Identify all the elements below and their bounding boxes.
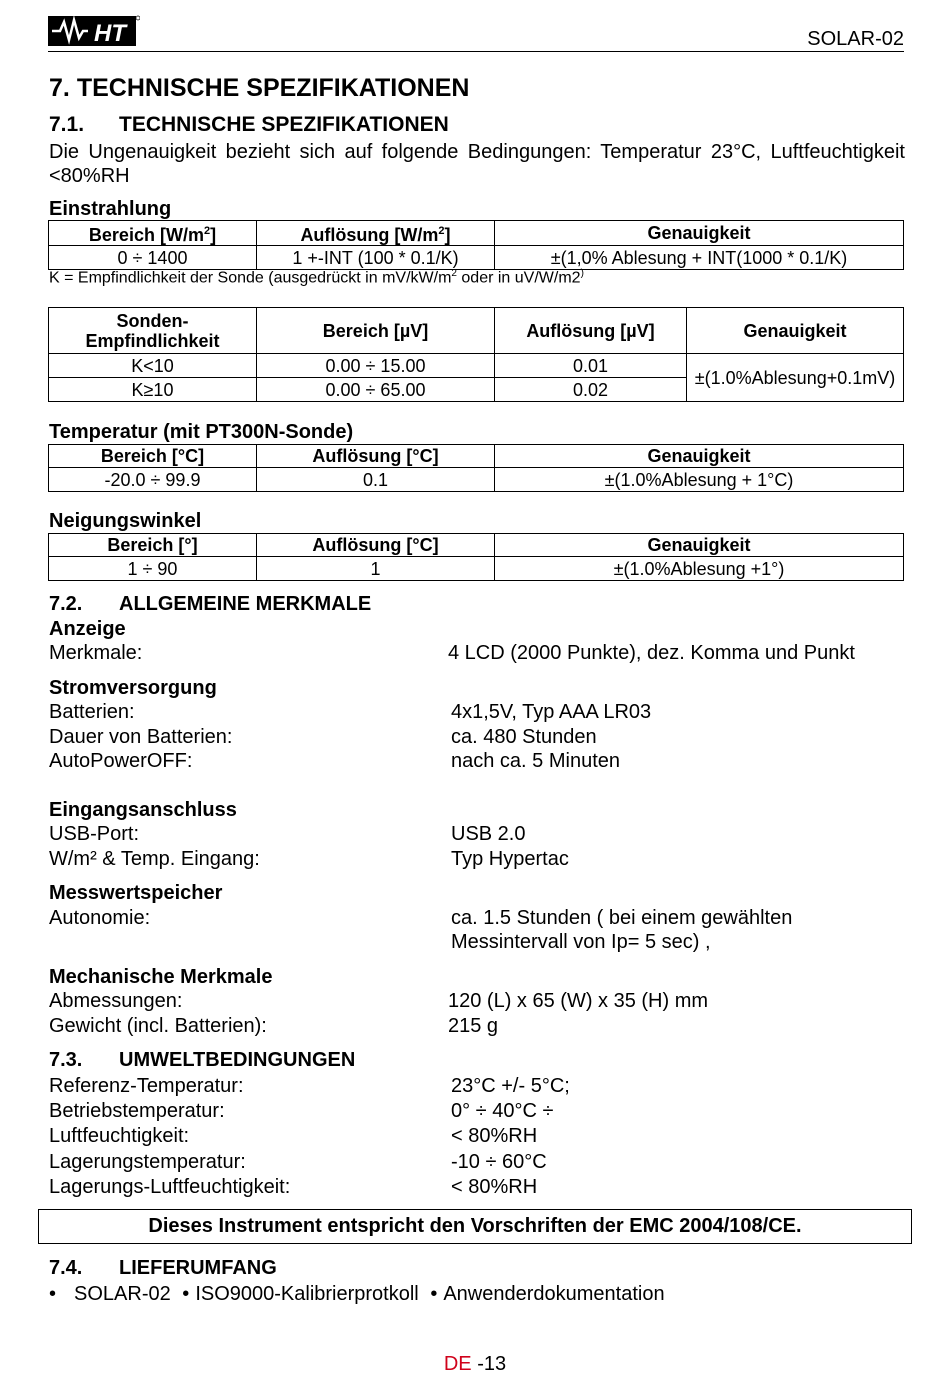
section-title: TECHNISCHE SPEZIFIKATIONEN — [76, 74, 470, 102]
delivery-contents-list — [49, 1283, 665, 1306]
spec-label: Lagerungs-Luftfeuchtigkeit: — [49, 1176, 291, 1198]
column-header: Auflösung [°C] — [257, 445, 495, 468]
irradiance-heading: Einstrahlung — [49, 198, 172, 220]
spec-value: USB 2.0 — [451, 823, 526, 845]
page-footer — [0, 1353, 950, 1376]
section-7-3-heading — [49, 1049, 355, 1072]
spec-value: 215 g — [448, 1015, 499, 1037]
spec-value: 23°C +/- 5°C; — [451, 1075, 570, 1097]
spec-value: ca. 1.5 Stunden ( bei einem gewählten — [451, 907, 793, 929]
spec-value: 0° ÷ 40°C ÷ — [451, 1100, 554, 1122]
spec-label: Luftfeuchtigkeit: — [49, 1125, 190, 1147]
table-cell: ±(1.0%Ablesung +1°) — [495, 557, 904, 581]
spec-value: < 80%RH — [451, 1125, 538, 1147]
table-cell: 0.01 — [495, 354, 687, 378]
display-heading: Anzeige — [49, 618, 126, 640]
spec-value: < 80%RH — [451, 1176, 538, 1198]
list-item: ISO9000-Kalibrierprotkoll — [195, 1283, 419, 1305]
column-header: Genauigkeit — [495, 534, 904, 557]
spec-label: Lagerungstemperatur: — [49, 1151, 246, 1173]
column-header: Genauigkeit — [495, 221, 904, 246]
emc-compliance-notice: Dieses Instrument entspricht den Vorschriften der EMC 2004/108/CE. — [38, 1209, 912, 1244]
language-code: DE — [443, 1353, 472, 1375]
probe-sensitivity-table — [48, 307, 904, 402]
spec-label: Referenz-Temperatur: — [49, 1075, 244, 1097]
spec-value: Messintervall von Ip= 5 sec) , — [451, 931, 711, 953]
column-header: Bereich [µV] — [257, 308, 495, 354]
section-number: 7. — [49, 74, 70, 102]
table-cell: ±(1.0%Ablesung+0.1mV) — [687, 354, 904, 402]
header-divider — [48, 51, 904, 52]
column-header: Genauigkeit — [687, 308, 904, 354]
tilt-angle-table — [48, 533, 904, 581]
spec-label: W/m² & Temp. Eingang: — [49, 848, 260, 870]
column-header: Bereich [°] — [49, 534, 257, 557]
spec-value: ca. 480 Stunden — [451, 726, 597, 748]
column-header: Sonden-Empfindlichkeit — [49, 308, 257, 354]
list-item: SOLAR-02 — [74, 1283, 171, 1305]
spec-value: -10 ÷ 60°C — [451, 1151, 547, 1173]
power-supply-heading: Stromversorgung — [49, 677, 217, 699]
spec-label: Merkmale: — [49, 642, 143, 664]
table-cell: ±(1,0% Ablesung + INT(1000 * 0.1/K) — [495, 246, 904, 270]
section-7-1-heading — [49, 113, 449, 137]
table-cell: 0.1 — [257, 468, 495, 492]
input-connector-heading: Eingangsanschluss — [49, 799, 237, 821]
spec-label: USB-Port: — [49, 823, 140, 845]
bullet-icon: • — [49, 1283, 57, 1305]
section-number: 7.3. — [49, 1049, 83, 1071]
temperature-heading: Temperatur (mit PT300N-Sonde) — [49, 421, 354, 443]
spec-label: AutoPowerOFF: — [49, 750, 193, 772]
section-7-heading — [49, 74, 469, 103]
ht-logo — [48, 14, 140, 48]
column-header: Auflösung [µV] — [495, 308, 687, 354]
spec-value: Typ Hypertac — [451, 848, 569, 870]
bullet-icon: • — [182, 1283, 190, 1305]
spec-label: Dauer von Batterien: — [49, 726, 233, 748]
section-7-2-heading — [49, 593, 371, 616]
spec-label: Betriebstemperatur: — [49, 1100, 225, 1122]
section-title: ALLGEMEINE MERKMALE — [119, 593, 372, 615]
spec-label: Autonomie: — [49, 907, 151, 929]
section-7-4-heading — [49, 1257, 277, 1280]
table-cell: K<10 — [49, 354, 257, 378]
mechanical-heading: Mechanische Merkmale — [49, 966, 273, 988]
accuracy-conditions-text: Die Ungenauigkeit bezieht sich auf folgende Bedingungen: Temperatur 23°C, Luftfeuchtigkeit <80%RH — [49, 141, 905, 187]
section-number: 7.2. — [49, 593, 83, 615]
spec-value: 120 (L) x 65 (W) x 35 (H) mm — [448, 990, 709, 1012]
table-cell: -20.0 ÷ 99.9 — [49, 468, 257, 492]
section-number: 7.4. — [49, 1257, 83, 1279]
irradiance-table — [48, 220, 904, 270]
bullet-icon: • — [430, 1283, 438, 1305]
table-cell: 0.02 — [495, 378, 687, 402]
spec-label: Batterien: — [49, 701, 135, 723]
tilt-angle-heading: Neigungswinkel — [49, 510, 202, 532]
table-cell: 1 ÷ 90 — [49, 557, 257, 581]
sensitivity-footnote: K = Empfindlichkeit der Sonde (ausgedrückt in $mV/kW/m^2$ oder in uV/W/m2) — [49, 268, 584, 287]
column-header: Auflösung [°C] — [257, 534, 495, 557]
document-id: SOLAR-02 — [807, 28, 904, 50]
memory-heading: Messwertspeicher — [49, 882, 223, 904]
table-cell: 1 — [257, 557, 495, 581]
table-cell: K≥10 — [49, 378, 257, 402]
table-cell: ±(1.0%Ablesung + 1°C) — [495, 468, 904, 492]
page-number: -13 — [471, 1353, 507, 1375]
svg-text:HT: HT — [94, 20, 126, 47]
section-title: LIEFERUMFANG — [119, 1257, 277, 1279]
section-title: UMWELTBEDINGUNGEN — [119, 1049, 356, 1071]
table-cell: 0.00 ÷ 65.00 — [257, 378, 495, 402]
spec-value: 4 LCD (2000 Punkte), dez. Komma und Punkt — [448, 642, 855, 664]
column-header: Bereich $[W/m^2]$ — [49, 221, 257, 246]
list-item: Anwenderdokumentation — [443, 1283, 665, 1305]
table-cell: 1 +-INT (100 * 0.1/K) — [257, 246, 495, 270]
spec-value: 4x1,5V, Typ AAA LR03 — [451, 701, 652, 723]
spec-label: Abmessungen: — [49, 990, 183, 1012]
section-number: 7.1. — [49, 113, 85, 136]
spec-value: nach ca. 5 Minuten — [451, 750, 620, 772]
column-header: Genauigkeit — [495, 445, 904, 468]
column-header: Bereich [°C] — [49, 445, 257, 468]
table-cell: 0 ÷ 1400 — [49, 246, 257, 270]
spec-label: Gewicht (incl. Batterien): — [49, 1015, 267, 1037]
temperature-table — [48, 444, 904, 492]
column-header: Auflösung $[W/m^2]$ — [257, 221, 495, 246]
table-cell: 0.00 ÷ 15.00 — [257, 354, 495, 378]
section-title: TECHNISCHE SPEZIFIKATIONEN — [119, 113, 449, 136]
